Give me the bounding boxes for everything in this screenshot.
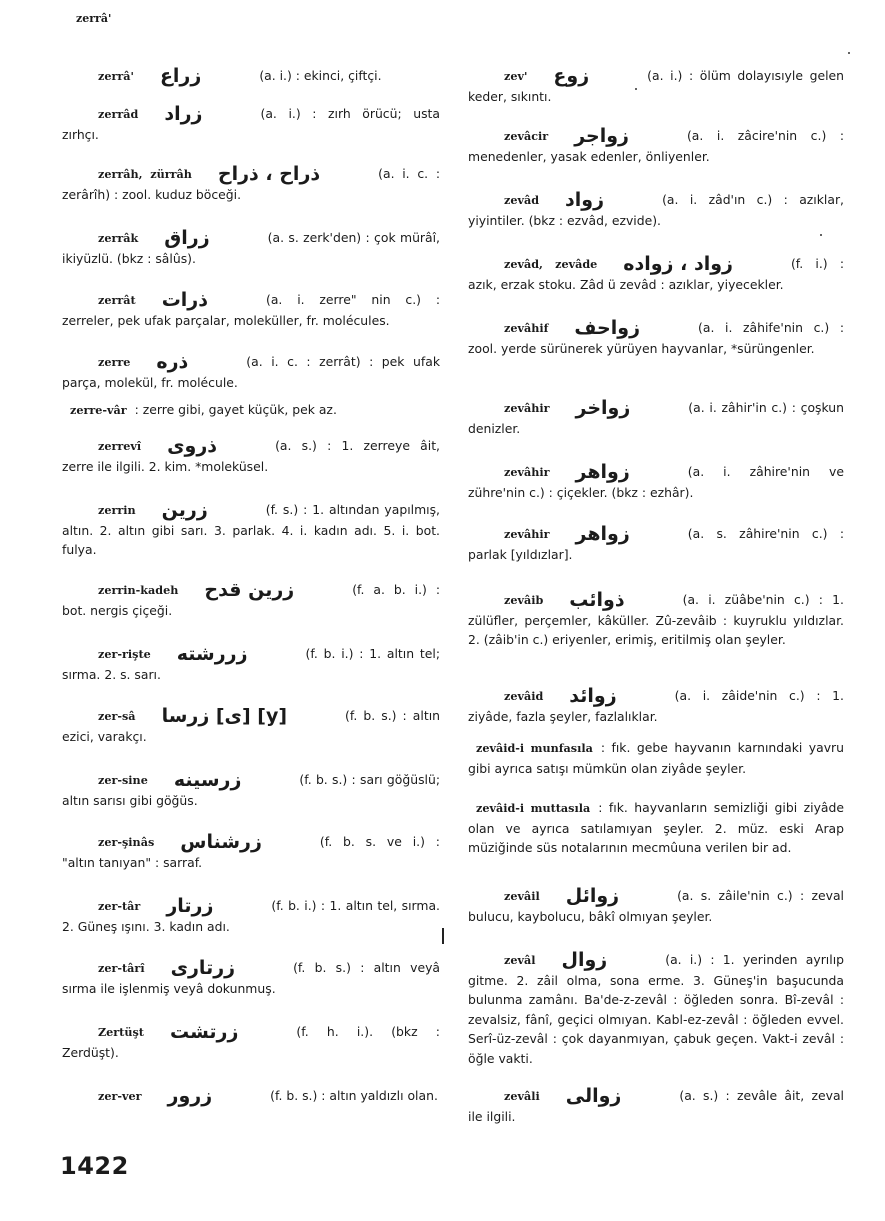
dictionary-entry [62,352,440,392]
scan-speck [848,52,850,54]
arabic-script: زرين [161,499,208,521]
definition: (f. a. b. i.) : bot. nergis çiçeği. [62,582,440,618]
headword: zerrin [98,503,136,517]
definition: (a. i. c. : zerârîh) : zool. kuduz böceği. [62,166,440,202]
dictionary-entry [62,1086,440,1107]
dictionary-entry [62,164,440,204]
page-number: 1422 [60,1152,129,1180]
definition: (a. i.) : zırh örücü; usta zırhçı. [62,106,440,142]
arabic-script: ذراح ، ذراح [217,163,321,185]
headword: zer-rişte [98,647,151,661]
definition: (a. i. c. : zerrât) : pek ufak parça, molekül, fr. molécule. [62,354,440,390]
dictionary-entry [468,254,844,294]
dictionary-entry [468,950,844,1069]
dictionary-entry [62,896,440,936]
dictionary-entry [468,318,844,358]
definition: (a. i.) : ölüm dolayısıyle gelen keder, sıkıntı. [468,68,844,104]
arabic-script: ذره [156,351,189,373]
dictionary-entry [62,770,440,810]
dictionary-entry [468,686,844,726]
headword: zevâd, zevâde [504,257,598,271]
headword: zerrevî [98,439,142,453]
headword: zer-târ [98,899,141,913]
definition: (a. i. zâide'nin c.) : 1. ziyâde, fazla şeyler, fazlalıklar. [468,688,844,724]
headword: Zertüşt [98,1025,144,1039]
headword: zerrin-kadeh [98,583,179,597]
definition: : zerre gibi, gayet küçük, pek az. [134,402,337,417]
headword: zer-târî [98,961,145,975]
margin-mark [442,928,444,944]
dictionary-entry [62,500,440,560]
arabic-script: ذروى [167,435,218,457]
definition: (a. s. zerk'den) : çok mürâî, ikiyüzlü. (bkz : sâlûs). [62,230,440,266]
headword: zevâhir [504,527,550,541]
arabic-script: زرتارى [170,957,236,979]
arabic-script: زواد [565,189,605,211]
definition: (a. i. zerre" nin c.) : zerreler, pek ufak parçalar, moleküller, fr. molécules. [62,292,440,328]
arabic-script: زوع [553,65,590,87]
headword: zer-sâ [98,709,136,723]
dictionary-entry [62,228,440,268]
definition: (a. s.) : zevâle âit, zeval ile ilgili. [468,1088,844,1124]
dictionary-entry [62,1022,440,1062]
headword: zevâhif [504,321,549,335]
arabic-script: زواهر [575,523,630,545]
arabic-script: زواخر [575,397,631,419]
headword: zevâcir [504,129,549,143]
arabic-script: زرتار [166,895,214,917]
dictionary-entry [62,958,440,998]
dictionary-entry [62,66,440,87]
arabic-script: زوال [561,949,608,971]
definition: (f. h. i.). (bkz : Zerdüşt). [62,1024,440,1060]
arabic-script: زراد [164,103,203,125]
arabic-script: زراق [164,227,210,249]
dictionary-entry [468,398,844,438]
arabic-script: زرور [167,1085,213,1107]
arabic-script: زرين قدح [204,579,295,601]
arabic-script: زرسينه [173,769,242,791]
definition: (a. s. zâile'nin c.) : zeval bulucu, kaybolucu, bâkî olmıyan şeyler. [468,888,844,924]
definition: (a. i. zâhife'nin c.) : zool. yerde sürünerek yürüyen hayvanlar, *sürüngenler. [468,320,844,356]
headword: zer-sine [98,773,148,787]
definition: : fık. gebe hayvanın karnındaki yavru gibi ayrıca satışı mümkün olan ziyâde şeyler. [468,740,844,776]
definition: : fık. hayvanların semizliği gibi ziyâde olan ve ayrıca satılamıyan şeyler. 2. müz. eski Arap müziğinde süs notalarının mecmûuna verilen bir ad. [468,800,844,856]
dictionary-entry [468,126,844,166]
definition: (f. b. s.) : sarı göğüslü; altın sarısı gibi göğüs. [62,772,440,808]
headword: zer-ver [98,1089,142,1103]
definition: (a. s.) : 1. zerreye âit, zerre ile ilgili. 2. kim. *moleküsel. [62,438,440,474]
headword: zevâid-i muttasıla [476,801,591,815]
headword: zevâd [504,193,540,207]
dictionary-entry [468,66,844,106]
definition: (a. s. zâhire'nin c.) : parlak [yıldızlar]. [468,526,844,562]
definition: (f. i.) : azık, erzak stoku. Zâd ü zevâd : azıklar, yiyecekler. [468,256,844,292]
headword: zevâl [504,953,536,967]
headword: zevâil [504,889,540,903]
headword: zerrâd [98,107,139,121]
dictionary-entry [62,832,440,872]
dictionary-entry [62,580,440,620]
headword: zevâhir [504,465,550,479]
definition: (a. i. zâd'ın c.) : azıklar, yiyintiler. (bkz : ezvâd, ezvide). [468,192,844,228]
headword: zerrât [98,293,136,307]
headword: zevâli [504,1089,540,1103]
dictionary-entry [62,644,440,684]
arabic-script: زراع [159,65,202,87]
definition: (a. i.) : ekinci, çiftçi. [259,68,382,83]
headword: zerrâh, zürrâh [98,167,192,181]
definition: (a. i. zâhire'nin ve zühre'nin c.) : çiçekler. (bkz : ezhâr). [468,464,844,500]
headword: zevâib [504,593,544,607]
dictionary-entry [62,436,440,476]
arabic-script: زوالى [565,1085,622,1107]
definition: (f. b. s.) : altın veyâ sırma ile işlenmiş veyâ dokunmuş. [62,960,440,996]
dictionary-entry [468,590,844,650]
headword: zerre [98,355,131,369]
running-head: zerrâ' [76,12,112,25]
dictionary-entry [468,524,844,564]
dictionary-entry [468,190,844,230]
dictionary-entry [62,706,440,746]
dictionary-entry [62,400,440,421]
definition: (f. b. s.) : altın ezici, varakçı. [62,708,440,744]
definition: (a. i. zâcire'nin c.) : menedenler, yasak edenler, önliyenler. [468,128,844,164]
headword: zevâid-i munfasıla [476,741,593,755]
headword: zevâhir [504,401,550,415]
definition: (f. b. i.) : 1. altın tel; sırma. 2. s. sarı. [62,646,440,682]
headword: zer-şinâs [98,835,155,849]
arabic-script: زوائل [565,885,620,907]
arabic-script: ذوائب [569,589,625,611]
definition: (f. s.) : 1. altından yapılmış, altın. 2. altın gibi sarı. 3. parlak. 4. i. kadın adı. 5. i. bot. fulya. [62,502,440,558]
headword: zevâid [504,689,544,703]
definition: (a. i.) : 1. yerinden ayrılıp gitme. 2. zâil olma, sona erme. 3. Güneş'in başucunda bulunma zamânı. Ba'de-z-zevâl : öğleden sonra. Bî-zevâl : zevalsiz, fânî, geçici olmıyan. Kabl-ez-zevâl : öğleden evvel. Serî-üz-zevâl : çok dayanmıyan, çabuk geçen. Vakt-i zevâl : öğle vakti. [468,952,844,1066]
scan-speck [635,88,637,90]
arabic-script: زواهر [575,461,630,483]
definition: (f. b. s.) : altın yaldızlı olan. [270,1088,438,1103]
definition: (f. b. i.) : 1. altın tel, sırma. 2. Güneş ışını. 3. kadın adı. [62,898,440,934]
arabic-script: زرشناس [180,831,262,853]
arabic-script: زرتشت [169,1021,239,1043]
dictionary-entry [468,462,844,502]
arabic-script: زواد ، زواده [623,253,733,275]
arabic-script: [y] [ى] زرسا [161,705,288,727]
arabic-script: زوائد [569,685,617,707]
headword: zerrâ' [98,69,134,83]
dictionary-entry [468,798,844,858]
dictionary-entry [62,104,440,144]
arabic-script: زواجر [574,125,629,147]
definition: (a. i. zâhir'in c.) : çoşkun denizler. [468,400,844,436]
dictionary-entry [468,738,844,778]
definition: (f. b. s. ve i.) : "altın tanıyan" : sarraf. [62,834,440,870]
scan-speck [820,234,822,236]
dictionary-entry [468,1086,844,1126]
headword: zerrâk [98,231,139,245]
dictionary-entry [62,290,440,330]
arabic-script: زواحف [574,317,641,339]
headword: zerre-vâr [70,403,127,417]
dictionary-entry [468,886,844,926]
headword: zev' [504,69,528,83]
arabic-script: زررشته [176,643,248,665]
arabic-script: ذرات [161,289,208,311]
definition: (a. i. züâbe'nin c.) : 1. zülüfler, perçemler, kâküller. Zû-zevâib : kuyruklu yıldızlar. 2. (zâib'in c.) eriyenler, erimiş, eritilmiş olan şeyler. [468,592,844,648]
